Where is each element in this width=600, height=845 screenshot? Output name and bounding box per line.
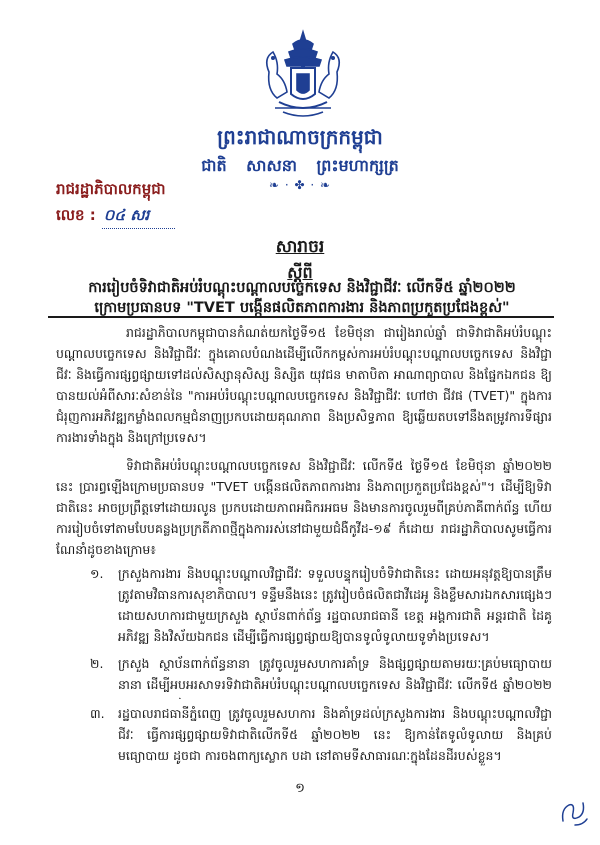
- item-text: ក្រសួង ស្ថាប័នពាក់ព័ន្ធនានា ត្រូវចូលរួមសហការគាំទ្រ និងផ្សព្វផ្សាយតាមរយៈគ្រប់មធ្យោបាយនានា ដើម្បីអបអរសាទរទិវាជាតិអប់រំបណ្តុះបណ្តាលបច្ចេកទេស និងវិជ្ជាជីវៈ លើកទី៥ ឆ្នាំ២០២២: [118, 656, 552, 692]
- royal-coat-of-arms-emblem: [255, 28, 351, 120]
- reference-label: លេខ :: [56, 206, 96, 224]
- document-type-heading: សារាចរ: [275, 237, 325, 257]
- item-text: រដ្ឋបាលរាជធានីភ្នំពេញ ត្រូវចូលរួមសហការ និងគាំទ្រដល់ក្រសួងការងារ និងបណ្តុះបណ្តាលវិជ្ជាជីវៈ ធ្វើការផ្សព្វផ្សាយទិវាជាតិលើកទី៥ ឆ្នាំ២០២២ នេះ ឱ្យកាន់តែទូលំទូលាយ និងគ្រប់មធ្យោបាយ ដូចជា ការចងពាក្យស្លោក បដា នៅតាមទីសាធារណៈក្នុងដែនដីរបស់ខ្លួន។: [118, 706, 552, 763]
- document-title-line-1: ការរៀបចំទិវាជាតិអប់រំបណ្តុះបណ្តាលបច្ចេកទេស និងវិជ្ជាជីវៈ លើកទី៥ ឆ្នាំ២០២២: [88, 280, 516, 296]
- national-motto: ជាតិ សាសនា ព្រះមហាក្សត្រ: [201, 156, 399, 175]
- document-title-line-2: ក្រោមប្រធានបទ "TVET បង្កើនផលិតភាពការងារ និងភាពប្រកួតប្រជែងខ្ពស់": [94, 300, 510, 316]
- item-number: ៣.: [90, 706, 105, 721]
- instruction-item-1: [90, 563, 552, 651]
- page-number: ១: [295, 781, 305, 796]
- reference-number-line: [56, 206, 175, 229]
- item-number: ១.: [90, 566, 104, 581]
- instruction-item-2: [90, 653, 552, 699]
- reference-number: ០៤ សរ: [102, 206, 176, 229]
- title-underline-rule: [48, 316, 554, 318]
- body-paragraph-2: ទិវាជាតិអប់រំបណ្តុះបណ្តាលបច្ចេកទេស និងវិជ្ជាជីវៈ លើកទី៥ ថ្ងៃទី១៥ ខែមិថុនា ឆ្នាំ២០២២ នេះ ប្រារព្ធឡើងក្រោមប្រធានបទ "TVET បង្កើនផលិតភាពការងារ និងភាពប្រកួតប្រជែងខ្ពស់"។ ដើម្បីឱ្យទិវាជាតិនេះ អាចប្រព្រឹត្តទៅដោយរលូន ប្រកបដោយភាពអធិករអធម និងមានការចូលរួមពីគ្រប់ភាគីពាក់ព័ន្ធ ហើយការរៀបចំទៅតាមបែបគន្លងប្រក្រតីភាពថ្មីក្នុងការរស់នៅជាមួយជំងឺកូវីដ-១៩ ក៏ដោយ រាជរដ្ឋាភិបាលសូមធ្វើការណែនាំដូចខាងក្រោម៖: [56, 458, 552, 557]
- item-number: ២.: [90, 656, 104, 671]
- item-text: ក្រសួងការងារ និងបណ្តុះបណ្តាលវិជ្ជាជីវៈ ទទួលបន្ទុករៀបចំទិវាជាតិនេះ ដោយអនុវត្តឱ្យបានត្រឹមត្រូវតាមវិធានការសុខាភិបាល។ ទន្ទឹមនឹងនេះ ត្រូវរៀបចំផលិតជាវីដេអូ និងខ្លឹមសារឯកសារផ្សេងៗ ដោយសហការជាមួយក្រសួង ស្ថាប័នពាក់ព័ន្ធ រដ្ឋបាលរាជធានី ខេត្ត អង្គការជាតិ អន្តរជាតិ ដៃគូអភិវឌ្ឍ និងវិស័យឯកជន ដើម្បីធ្វើការផ្សព្វផ្សាយឱ្យបានទូលំទូលាយទូទាំងប្រទេស។: [118, 566, 552, 644]
- handwritten-initials-signature: [557, 795, 591, 829]
- body-paragraph-1: រាជរដ្ឋាភិបាលកម្ពុជាបានកំណត់យកថ្ងៃទី១៥ ខែមិថុនា ជារៀងរាល់ឆ្នាំ ជាទិវាជាតិអប់រំបណ្តុះបណ្តាលបច្ចេកទេស និងវិជ្ជាជីវៈ ក្នុងគោលបំណងដើម្បីលើកកម្ពស់ការអប់រំបណ្តុះបណ្តាលបច្ចេកទេស និងវិជ្ជាជីវៈ និងធ្វើការផ្សព្វផ្សាយទៅដល់សិស្សានុសិស្ស និស្សិត យុវជន មាតាបិតា អាណាព្យាបាល និងផ្នែកឯកជន ឱ្យបានយល់អំពីសារៈសំខាន់នៃ "ការអប់រំបណ្តុះបណ្តាលបច្ចេកទេស និងវិជ្ជាជីវៈ ហៅថា ជីវផ (TVET)" ក្នុងការជំរុញការអភិវឌ្ឍកម្លាំងពលកម្មជំនាញប្រកបដោយគុណភាព និងប្រសិទ្ធភាព ឱ្យឆ្លើយតបទៅនឹងតម្រូវការទីផ្សារការងារទាំងក្នុង និងក្រៅប្រទេស។: [56, 325, 552, 445]
- subject-label: ស្តីពី: [287, 263, 313, 282]
- instruction-item-3: [90, 703, 552, 769]
- sender-government: រាជរដ្ឋាភិបាលកម្ពុជា: [56, 180, 166, 198]
- decorative-divider: ❧ · ✤ · ❧: [268, 178, 332, 192]
- kingdom-name: ព្រះរាជាណាចក្រកម្ពុជា: [217, 125, 383, 149]
